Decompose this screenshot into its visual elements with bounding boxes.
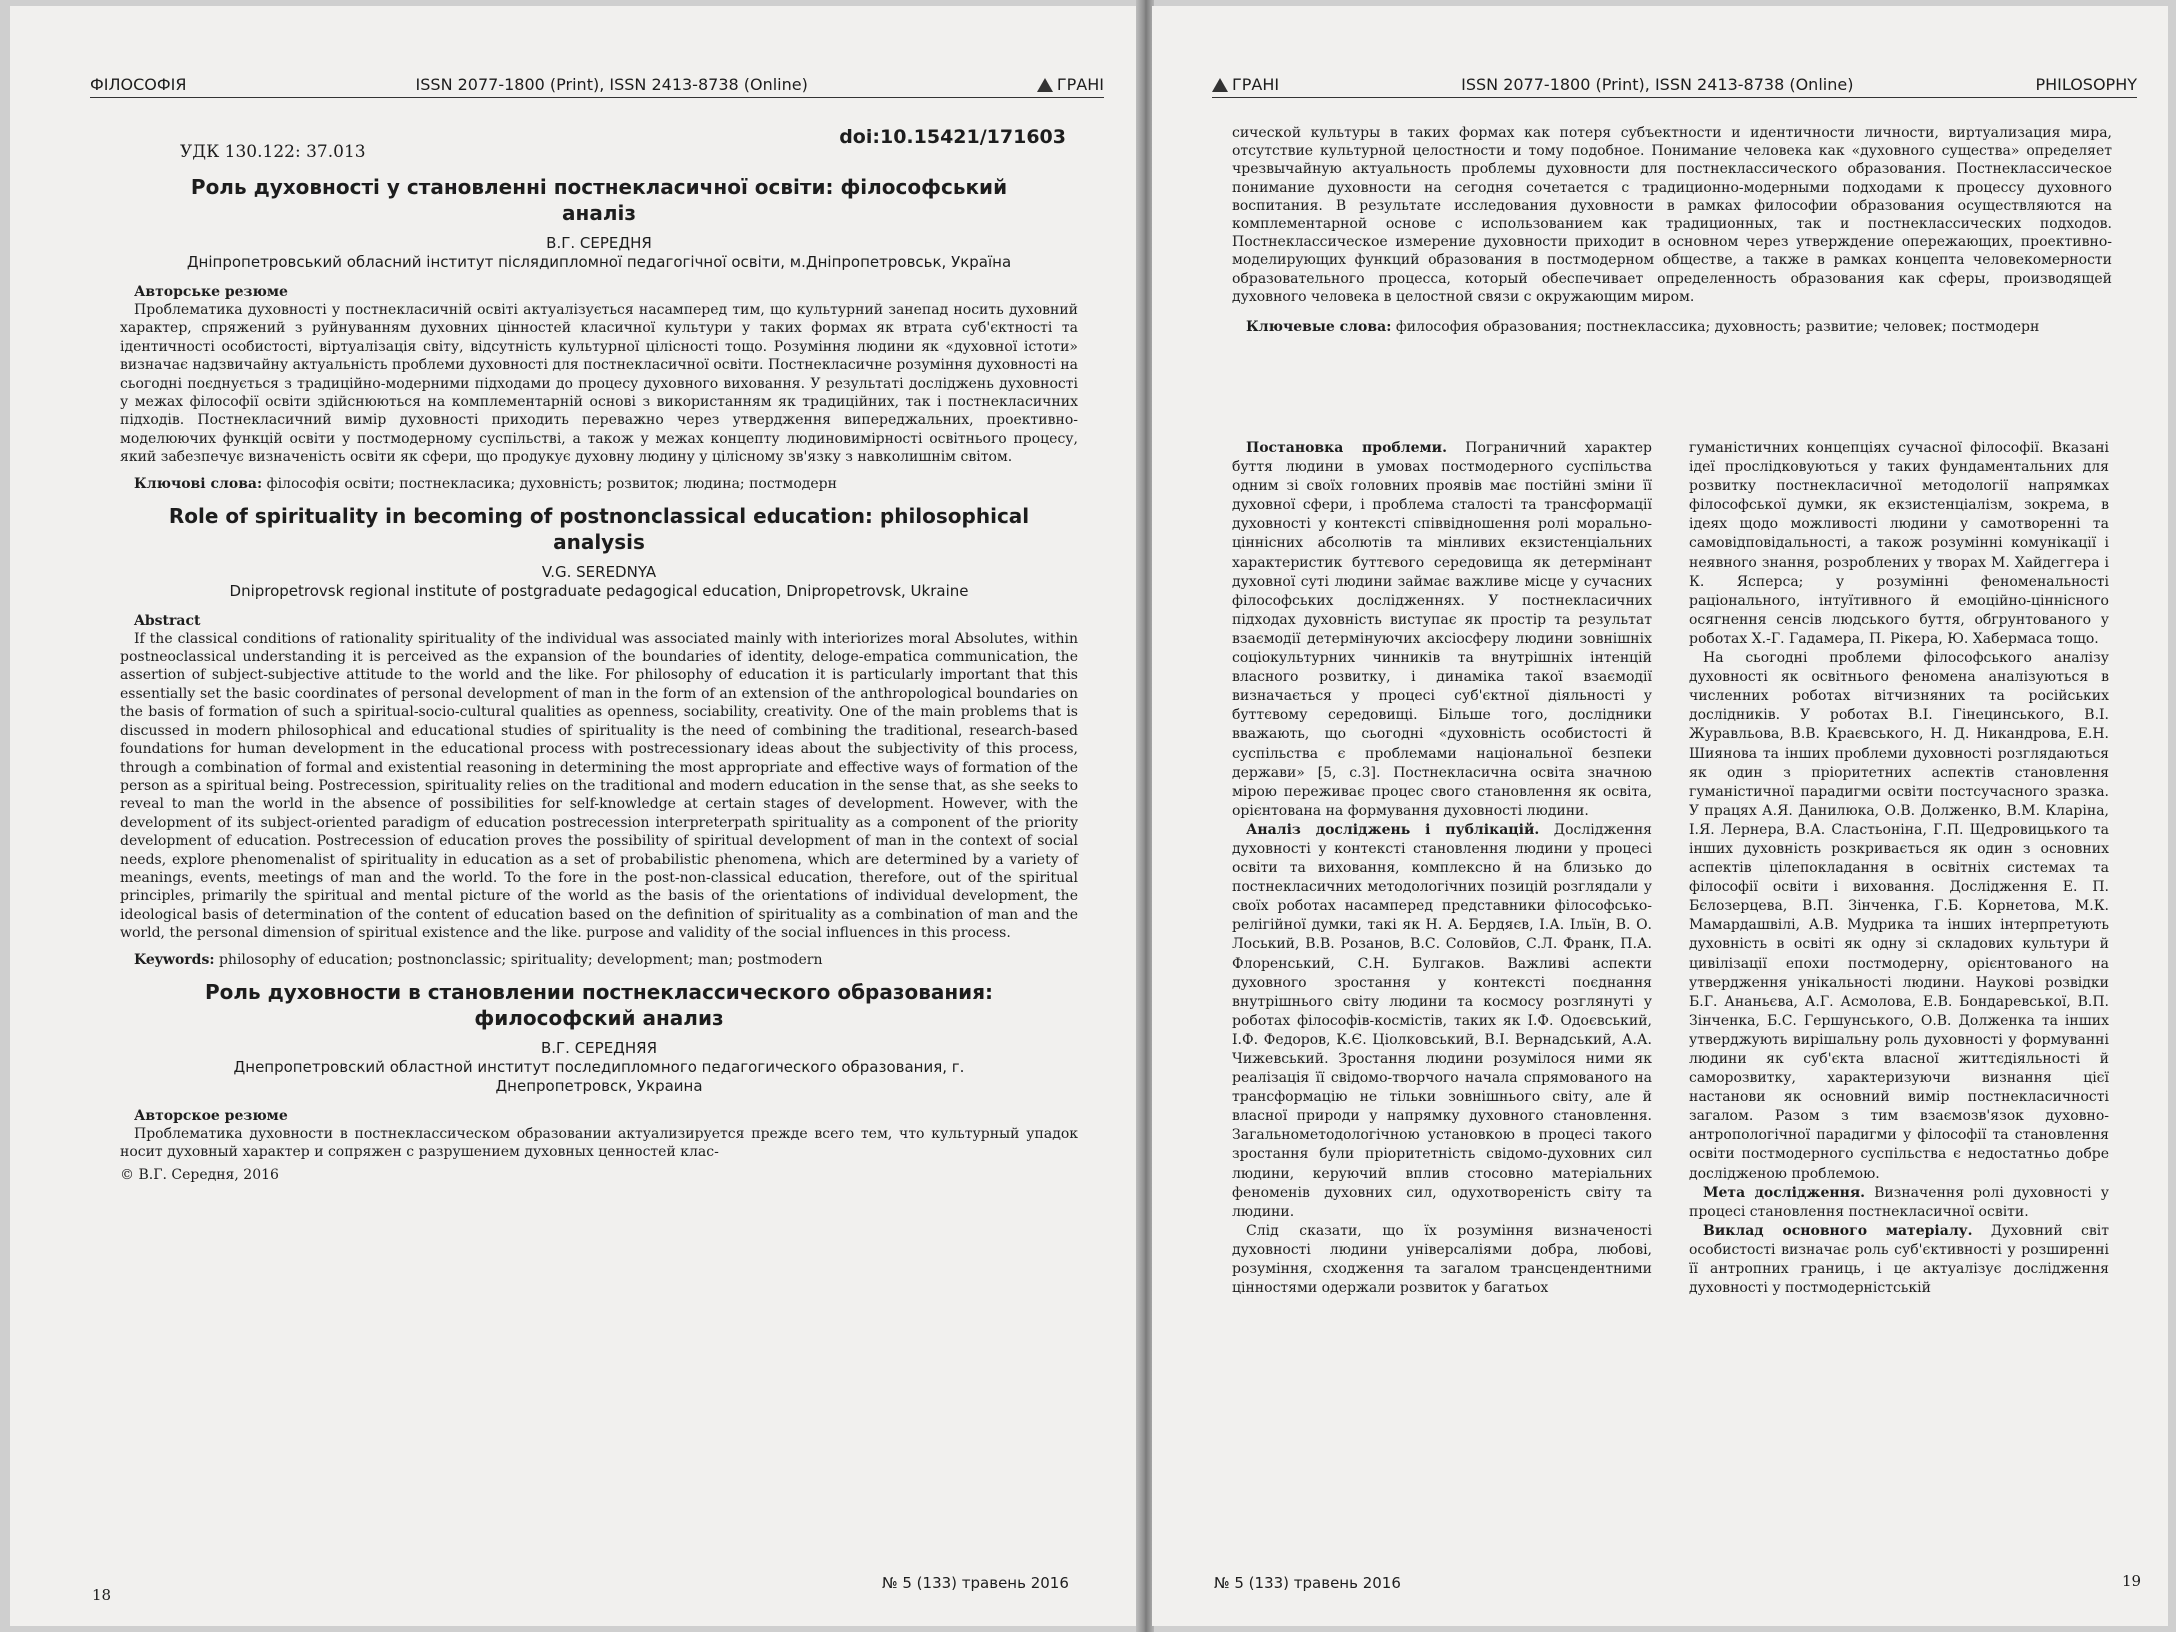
keywords-ukrainian: [134, 475, 1078, 493]
keywords-label: Keywords:: [134, 951, 215, 968]
abstract-ukrainian: Проблематика духовності у постнекласичній освіті актуалізується насамперед тим, що культурний занепад носить духовний характер, спряжений з руйнуванням духовних цінностей класичної культури у таких формах як втрата суб'єктності та ідентичності особистості, віртуалізація світу, відсутність культурної цілісності тощо. Розуміння людини як «духовної істоти» визначає надзвичайну актуальність проблеми духовності для постнекласичної освіти. Постнекласичне розуміння духовності на сьогодні поєднується з традиційно-модерними підходами до процесу духовного виховання. У результаті досліджень духовності у межах філософії освіти здійснюються на комплементарній основі з використанням як традиційних, так і постнекласичних підходів. Постнекласичний вимір духовності приходить переважно через утвердження випереджальних, проективно-моделюючих функцій освіти у постмодерному суспільстві, а також у межах концепту людиновимірності освітнього процесу, який забезпечує визначеність освіти як сфери, що продукує духовну людину у цілісному зв'язку з навколишнім світом.: [120, 302, 1078, 466]
left-page: [10, 6, 1138, 1626]
journal-name: ГРАНІ: [1056, 75, 1104, 94]
keywords-label: Ключові слова:: [134, 475, 263, 492]
abstract-heading-russian: Авторское резюме: [134, 1107, 288, 1124]
section-label: Постановка проблеми.: [1246, 440, 1447, 456]
page-header: [1212, 68, 2137, 98]
doi: doi:10.15421/171603: [839, 126, 1066, 148]
russian-abstract-continuation: [1232, 124, 2112, 336]
keywords-value: философия образования; постнеклассика; духовность; развитие; человек; постмодерн: [1395, 319, 2040, 336]
paragraph: На сьогодні проблеми філософського аналізу духовності як освітнього феномена аналізуються в численних роботах вітчизняних та російських дослідників. У роботах В.І. Гінецинського, В.І. Журавльова, В.В. Краєвського, Н. Д. Никандрова, Е.Н. Шиянова та інших проблеми духовності розглядаються як один з пріоритетних аспектів становлення гуманістичної парадигми освіти постсучасного зразка. У працях А.Я. Данилюка, О.В. Долженко, В.М. Кларіна, І.Я. Лернера, В.А. Сластьоніна, Г.П. Щедровицького та інших духовність розкривається як один з основних аспектів цілепокладання в освітніх системах та філософії освіти і виховання. Дослідження Е. П. Бєлозерцева, В.П. Зінченка, Г.Б. Корнетова, М.К. Мамардашвілі, А.В. Мудрика та інших інтерпретують духовність в освіті як одну зі складових культури й цивілізації епохи постмодерну, орієнтованого на утвердження унікальності людини. Наукові розвідки Б.Г. Ананьєва, А.Г. Асмолова, Е.В. Бондаревської, В.П. Зінченка, Б.С. Гершунського, О.В. Долженка та інших утверджують вирішальну роль духовності у формуванні людини як суб'єкта власної життєдіяльності й саморозвитку, характеризуючи визнання цієї настанови як основний вимір постнекласичності загалом. Разом з тим взаємозв'язок духовно-антропологічної парадигми у філософії та становлення освіти постмодерного суспільства є недостатньо добре дослідженою проблемою.: [1689, 650, 2109, 1182]
keywords-english: [134, 951, 1078, 969]
section-label: Мета дослідження.: [1703, 1184, 1866, 1201]
section-name: PHILOSOPHY: [2035, 75, 2137, 94]
paragraph-text: Визначення ролі духовності у процесі становлення постнекласичної освіти.: [1689, 1184, 2109, 1220]
page-number: 18: [92, 1586, 112, 1604]
paragraph: [1689, 1184, 2109, 1222]
body-column-right: [1689, 439, 2109, 1298]
affiliation-russian: Днепропетровский областной институт последипломного педагогического образования, г. Днепропетровск, Украина: [233, 1057, 965, 1095]
grani-logo-icon: [1037, 78, 1053, 92]
title-ukrainian: Роль духовності у становленні постнекласичної освіти: філософський аналіз: [190, 175, 1008, 225]
keywords-russian: [1232, 318, 2112, 336]
paragraph: [1232, 821, 1652, 1222]
copyright: © В.Г. Середня, 2016: [120, 1167, 279, 1184]
body-column-left: [1232, 439, 1652, 1298]
issn: ISSN 2077-1800 (Print), ISSN 2413-8738 (Online): [1461, 75, 1854, 94]
keywords-label: Ключевые слова:: [1246, 319, 1392, 336]
abstract-heading-english: Abstract: [134, 612, 201, 629]
issue-info: № 5 (133) травень 2016: [1214, 1574, 1401, 1592]
section-label: Виклад основного матеріалу.: [1703, 1222, 1973, 1239]
paragraph: гуманістичних концепціях сучасної філософії. Вказані ідеї прослідковуються у таких фундаментальних для розвитку постнекласичної методології напрямках філософської думки, як екзистенціалізм, зокрема, в ідеях щодо можливості людини у самотворенні та самовідповідальності, а також розумінні комунікації і неявного знання, розроблених у творах М. Хайдеггера і К. Ясперса; у розумінні феноменальності раціонального, інтуїтивного й емоційно-ціннісного осягнення сенсів людського буття, обгрунтованого у роботах Х.-Г. Гадамера, П. Рікера, Ю. Хабермаса тощо.: [1689, 440, 2109, 647]
keywords-value: philosophy of education; postnonclassic; spirituality; development; man; postmodern: [218, 951, 823, 968]
page-header: [90, 68, 1104, 98]
paragraph: [1232, 439, 1652, 821]
paragraph-text: Духовний світ особистості визначає роль суб'єктивності у розширенні її антропних границь, і це актуалізує дослідження духовності у постмодерністській: [1689, 1222, 2110, 1297]
affiliation-english: Dnipropetrovsk regional institute of postgraduate pedagogical education, Dnipropetrovsk, Ukraine: [229, 581, 969, 600]
title-english: Role of spirituality in becoming of postnonclassical education: philosophical analysis: [168, 503, 1030, 554]
author-english: V.G. SEREDNYA: [541, 562, 657, 581]
author-russian: В.Г. СЕРЕДНЯЯ: [540, 1038, 658, 1057]
article-front-matter: [120, 124, 1078, 1183]
section-name: ФІЛОСОФІЯ: [90, 75, 187, 94]
paragraph-text: Дослідження духовності у контексті становлення людини у процесі освіти та виховання, комплексно й на близько до постнекласичних методологічних позицій розглядали у своїх роботах насамперед представники філософсько-релігійної думки, такі як Н. А. Бердяєв, І.А. Ільїн, В. О. Лоський, В.В. Розанов, В.С. Соловйов, С.Л. Франк, П.А. Флоренський, С.Н. Булгаков. Важливі аспекти духовного зростання у контексті поєднання внутрішнього світу людини та космосу розглянуті у роботах філософів-космістів, таких як І.Ф. Одоєвський, І.Ф. Федоров, К.Є. Ціолковський, В.І. Вернадський, А.А. Чижевський. Зростання людини розумілося ними як реалізація її свідомо-творчого начала спрямованого на трансформацію не тільки зовнішнього світу, але й власної природи у напрямку духовного становлення. Загальнометодологічною установкою в процесі такого зростання були пріоритетність свідомо-духовних сил людини, керуючий вплив стосовно матеріальних феноменів духовних сил, одухотвореність світу та людини.: [1232, 821, 1652, 1220]
paragraph: [1689, 1222, 2109, 1298]
journal-name: ГРАНІ: [1232, 75, 1280, 94]
journal-logo: [1037, 75, 1104, 94]
paragraph: Слід сказати, що їх розуміння визначеності духовності людини універсаліями добра, любові, розуміння, сходження та загалом трансцендентними цінностями одержали розвиток у багатьох: [1232, 1222, 1652, 1297]
right-page: [1152, 6, 2168, 1626]
abstract-heading-ukrainian: Авторське резюме: [134, 284, 288, 300]
page-number: 19: [2122, 1572, 2142, 1590]
affiliation-ukrainian: Дніпропетровський обласний інститут післядипломної педагогічної освіти, м.Дніпропетровськ, Україна: [186, 253, 1012, 271]
abstract-russian-cont: сической культуры в таких формах как потеря субъектности и идентичности личности, виртуализация мира, отсутствие культурной целостности и тому подобное. Понимание человека как «духовного существа» определяет чрезвычайную актуальность проблемы духовности для постнеклассического образования. Постнеклассическое понимание духовности на сегодня сочетается с традиционно-модерными подходами к процессу духовного воспитания. В результате исследования духовности в рамках философии образования осуществляются на комплементарной основе с использованием как традиционных, так и постнеклассических подходов. Постнеклассическое измерение духовности приходит в основном через утверждение опережающих, проективно-моделирующих функций образования в постмодерном обществе, а также в рамках концепта человекомерности образовательного процесса, который обеспечивает определенность образования как сферы, производящей духовного человека в целостной связи с окружающим миром.: [1232, 125, 2112, 305]
paragraph-text: Пограничний характер буття людини в умовах постмодерного суспільства одним зі своїх головних проявів має постійні зміни її духовної сфери, і проблема сталості та трансформації духовності у контексті співвідношення ролі морально-ціннісних абсолютів та мінливих екзистенціальних характеристик буттєвого середовища як детермінант духовної суті людини займає важливе місце у сучасних філософських дослідженнях. У постнекласичних підходах духовність виступає як простір та результат взаємодії детермінуючих аксіосферу людини зовнішніх соціокультурних чинників та внутрішніх інтенцій власного розвитку, і динаміка такої взаємодії визначається у процесі суб'єктної діяльності у буттєвому середовищі. Більше того, дослідники вважають, що сьогодні «духовність особистості й суспільства є проблемами національної безпеки держави» [5, с.3]. Постнекласична освіта значною мірою переживає процес свого становлення як освіта, орієнтована на формування духовності людини.: [1232, 440, 1653, 819]
author-ukrainian: В.Г. СЕРЕДНЯ: [546, 234, 652, 252]
abstract-english: If the classical conditions of rationality spirituality of the individual was associated mainly with interiorizes moral Absolutes, within postneoclassical understanding it is perceived as the expansion of the boundaries of identity, deloge-empatica communication, the assertion of subject-subjective attitude to the world and the like. For philosophy of education it is particularly important that this essentially set the basic coordinates of personal development of man in the form of an extension of the anthropological boundaries on the basis of formation of such a spiritual-socio-cultural qualities as openness, sociability, creativity. One of the main problems that is discussed in modern philosophical and educational studies of spirituality is the need of combining the traditional, research-based foundations for human development in the educational process with postrecessionary ideas about the subjectivity of this process, through a combination of formal and existential reasoning in determining the most appropriate and effective ways of formation of the person as a spiritual being. Postrecession, spirituality relies on the traditional and modern education in the sense that, as she seeks to reveal to man the world in the absence of possibilities for self-knowledge at certain stages of development. However, with the development of its subject-oriented paradigm of education postrecession interpreterpath spirituality as a component of the priority development of education. Postrecession of education proves the possibility of spiritual development of man in the context of social needs, explore phenomenalist of spirituality in education as a set of probabilistic phenomena, which are determined by a variety of meanings, events, meetings of man and the world. To the fore in the post-non-classical education, therefore, out of the spiritual principles, primarily the spiritual and mental picture of the world as the basis of the orientations of individual development, the ideological basis of determination of the content of education based on the definition of spirituality as a combination of man and the world, the personal dimension of spiritual existence and the like. purpose and validity of the social influences in this process.: [120, 630, 1078, 942]
journal-logo: [1212, 75, 1279, 94]
keywords-value: філософія освіти; постнекласика; духовність; розвиток; людина; постмодерн: [266, 475, 837, 492]
issn: ISSN 2077-1800 (Print), ISSN 2413-8738 (Online): [415, 75, 808, 94]
abstract-russian: Проблематика духовности в постнеклассическом образовании актуализируется прежде всего тем, что культурный упадок носит духовный характер и сопряжен с разрушением духовных ценностей клас-: [120, 1125, 1078, 1160]
issue-info: № 5 (133) травень 2016: [882, 1574, 1069, 1592]
udk-code: УДК 130.122: 37.013: [180, 142, 366, 162]
grani-logo-icon: [1212, 78, 1228, 92]
title-russian: Роль духовности в становлении постнеклассического образования: философский анализ: [204, 979, 994, 1030]
section-label: Аналіз досліджень і публікацій.: [1246, 821, 1540, 838]
